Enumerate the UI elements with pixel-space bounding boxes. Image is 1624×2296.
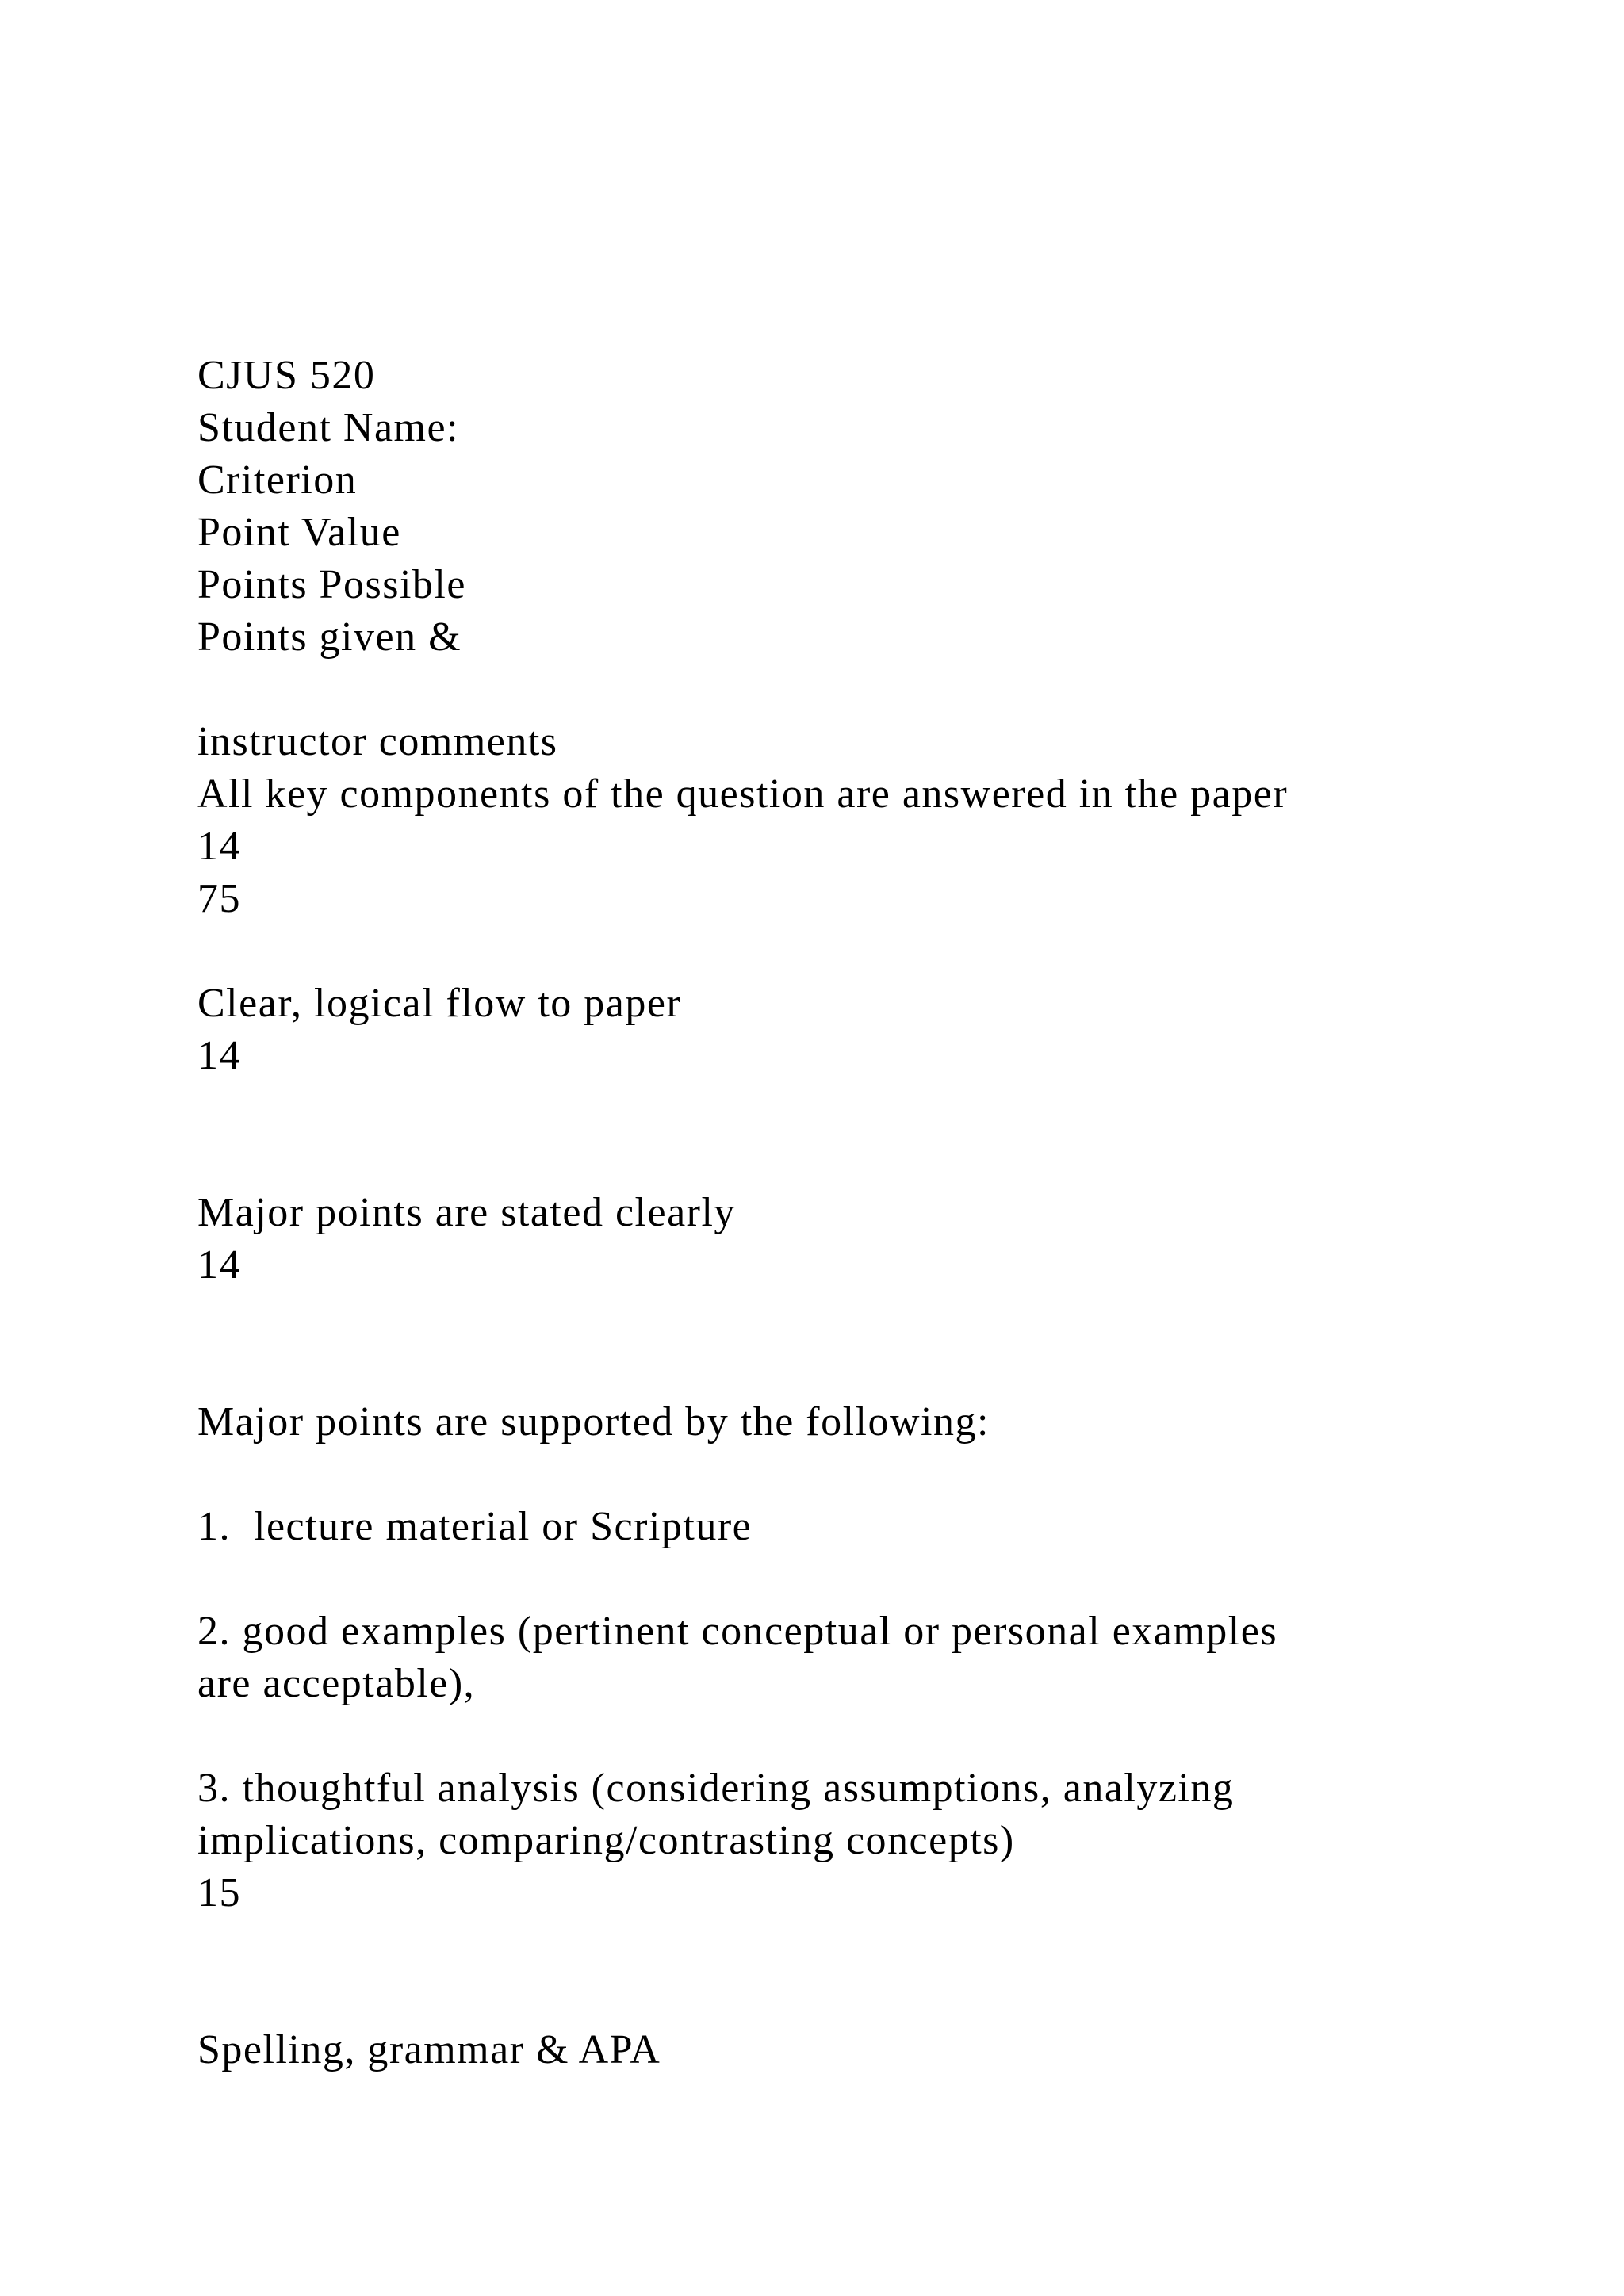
criterion-major-points-clear: Major points are stated clearly [197, 1190, 736, 1235]
support-item-1: 1. lecture material or Scripture [197, 1504, 753, 1549]
criterion-major-points-supported: Major points are supported by the following: [197, 1399, 990, 1445]
points-possible-total: 75 [197, 876, 241, 921]
point-value-key-components: 14 [197, 824, 241, 869]
blank-line [197, 925, 1545, 978]
instructor-comments-header: instructor comments [197, 719, 558, 764]
criterion-header: Criterion [197, 457, 358, 503]
blank-line [197, 1972, 1545, 2024]
blank-line [197, 1710, 1545, 1762]
criterion-spelling-grammar-apa: Spelling, grammar & APA [197, 2027, 661, 2072]
point-value-major-points-supported: 15 [197, 1870, 241, 1915]
blank-line [197, 1082, 1545, 1135]
point-value-header: Point Value [197, 510, 401, 555]
blank-line [197, 664, 1545, 716]
support-item-3-continued: implications, comparing/contrasting concepts) [197, 1818, 1015, 1863]
support-item-2: 2. good examples (pertinent conceptual or personal examples [197, 1609, 1278, 1654]
blank-line [197, 1135, 1545, 1187]
point-value-major-points-clear: 14 [197, 1242, 241, 1288]
blank-line [197, 1553, 1545, 1605]
course-code: CJUS 520 [197, 353, 376, 398]
criterion-key-components: All key components of the question are answered in the paper [197, 771, 1289, 817]
support-item-3: 3. thoughtful analysis (considering assumptions, analyzing [197, 1766, 1235, 1811]
blank-line [197, 1448, 1545, 1501]
blank-line [197, 1344, 1545, 1396]
blank-line [197, 1292, 1545, 1344]
rubric-text [197, 350, 1545, 2076]
blank-line [197, 1919, 1545, 1972]
criterion-logical-flow: Clear, logical flow to paper [197, 981, 682, 1026]
points-possible-header: Points Possible [197, 562, 466, 607]
point-value-logical-flow: 14 [197, 1033, 241, 1078]
student-name-label: Student Name: [197, 405, 460, 450]
points-given-header: Points given & [197, 614, 462, 660]
support-item-2-continued: are acceptable), [197, 1661, 476, 1706]
